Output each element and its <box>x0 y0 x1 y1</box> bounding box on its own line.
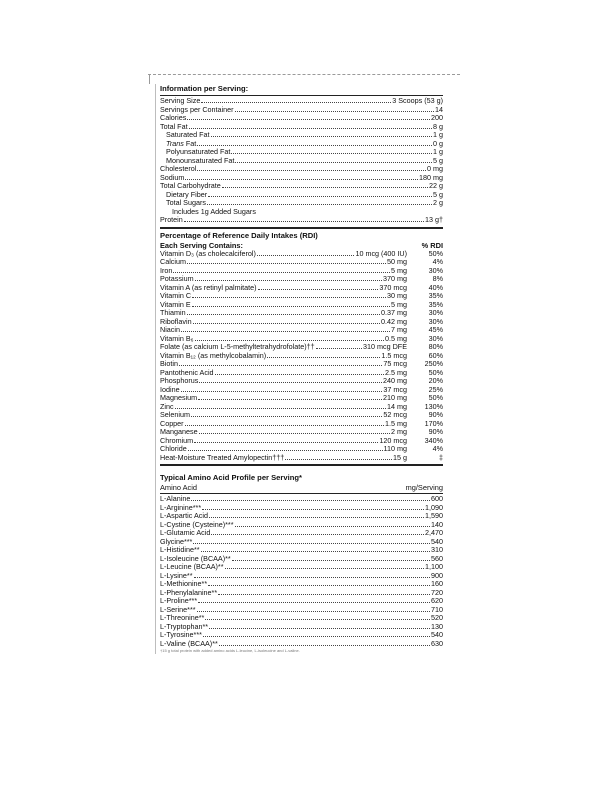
info-row <box>160 131 443 140</box>
rdi-col-left: Each Serving Contains: <box>160 240 243 250</box>
rdi-amount: 110 mg <box>383 444 407 453</box>
dot-leader <box>208 196 432 197</box>
rdi-name: Vitamin D₃ (as cholecalciferol) <box>160 248 256 258</box>
amino-amount: 140 <box>431 519 443 529</box>
dot-leader <box>201 102 391 103</box>
dot-leader <box>187 263 386 264</box>
rdi-amount: 15 g <box>393 452 407 462</box>
dot-leader <box>188 450 383 451</box>
info-amount: 8 g <box>433 121 443 131</box>
amino-row <box>160 563 443 572</box>
dot-leader <box>191 416 382 417</box>
amino-row <box>160 640 443 649</box>
rdi-amount: 120 mcg <box>379 435 407 445</box>
rdi-name: Vitamin E <box>160 299 191 309</box>
dot-leader <box>195 280 382 281</box>
rdi-percent: 50% <box>428 393 443 402</box>
dot-leader <box>192 297 386 298</box>
rdi-percent: 60% <box>428 350 443 360</box>
rdi-percent: 30% <box>428 316 443 326</box>
dot-leader <box>187 119 430 120</box>
rdi-percent: 130% <box>424 401 443 411</box>
rdi-name: Selenium <box>160 410 190 419</box>
dot-leader <box>203 636 430 637</box>
dot-leader <box>198 602 430 603</box>
info-row <box>160 216 443 225</box>
info-name-suffix: Fat <box>183 138 197 148</box>
amino-amount: 720 <box>431 587 443 597</box>
amino-row <box>160 589 443 598</box>
dot-leader <box>207 204 432 205</box>
info-name-text: Servings per Container <box>160 104 234 114</box>
info-amount: 5 g <box>433 189 443 199</box>
rdi-amount: 30 mg <box>387 291 407 300</box>
info-amount: 1 g <box>433 147 443 156</box>
dot-leader <box>181 391 383 392</box>
info-name-text: Calories <box>160 113 187 122</box>
dot-leader <box>199 433 390 434</box>
rdi-percent: 45% <box>428 325 443 334</box>
amino-amount: 900 <box>431 570 443 580</box>
amino-row <box>160 495 443 504</box>
info-amount: 14 <box>435 104 443 114</box>
rdi-name: Zinc <box>160 401 174 411</box>
dot-leader <box>211 136 432 137</box>
info-name <box>160 216 183 225</box>
amino-row <box>160 623 443 632</box>
dot-leader <box>316 348 362 349</box>
rdi-percent: 25% <box>428 384 443 394</box>
info-name-text: Cholesterol <box>160 164 197 173</box>
amino-name: L-Aspartic Acid <box>160 511 208 520</box>
amino-amount: 600 <box>431 494 443 503</box>
dot-leader <box>191 500 430 501</box>
amino-column-header <box>160 483 443 492</box>
rdi-name: Calcium <box>160 257 186 266</box>
amino-amount: 1,100 <box>425 562 443 571</box>
amino-name: L-Phenylalanine** <box>160 587 218 597</box>
amino-amount: 540 <box>431 536 443 546</box>
rdi-amount: 75 mcg <box>383 359 407 368</box>
amino-name: L-Cystine (Cysteine)*** <box>160 519 234 529</box>
info-amount: 200 <box>431 113 443 122</box>
rdi-amount: 5 mg <box>391 299 407 309</box>
info-amount: 2 g <box>433 198 443 207</box>
amino-name: L-Alanine <box>160 494 191 503</box>
amino-name: Glycine*** <box>160 536 193 546</box>
rdi-name: Vitamin B₆ <box>160 333 194 343</box>
dot-leader <box>192 306 390 307</box>
dot-leader <box>211 534 424 535</box>
amino-name: L-Leucine (BCAA)** <box>160 562 224 571</box>
dot-leader <box>179 365 382 366</box>
dot-leader <box>232 560 430 561</box>
rdi-name: Copper <box>160 418 184 428</box>
amino-name: L-Methionine** <box>160 579 208 588</box>
dot-leader <box>208 585 430 586</box>
info-name-text: Saturated Fat <box>166 130 210 139</box>
divider <box>160 493 443 494</box>
info-amount: 1 g <box>433 130 443 139</box>
amino-amount: 630 <box>431 638 443 648</box>
dot-leader <box>194 442 378 443</box>
info-row <box>160 106 443 115</box>
info-row <box>160 157 443 166</box>
info-row <box>160 165 443 174</box>
rdi-percent: 30% <box>428 265 443 275</box>
dot-leader <box>199 382 382 383</box>
supplement-facts-panel <box>155 84 443 654</box>
rdi-table <box>160 250 443 463</box>
rdi-name: Riboflavin <box>160 316 192 326</box>
amino-amount: 130 <box>431 621 443 631</box>
info-amount: 3 Scoops (53 g) <box>392 96 443 105</box>
amino-amount: 540 <box>431 630 443 639</box>
rdi-name: Vitamin C <box>160 291 192 300</box>
info-name-text: Total Fat <box>160 121 188 131</box>
rdi-amount: 370 mcg <box>379 282 407 292</box>
amino-col-left: Amino Acid <box>160 483 197 492</box>
rdi-name: Chloride <box>160 444 187 453</box>
rdi-amount: 210 mg <box>383 393 407 402</box>
dot-leader <box>175 408 386 409</box>
amino-amount: 1,590 <box>425 511 443 520</box>
rdi-name: Chromium <box>160 435 194 445</box>
dot-leader <box>181 331 390 332</box>
dot-leader <box>197 170 426 171</box>
amino-name: L-Isoleucine (BCAA)** <box>160 553 231 563</box>
info-amount: 180 mg <box>419 172 443 182</box>
dot-leader <box>222 187 428 188</box>
dot-leader <box>209 628 430 629</box>
rdi-title: Percentage of Reference Daily Intakes (RDI) <box>160 230 318 240</box>
rdi-percent: 250% <box>424 359 443 368</box>
rdi-percent: ‡ <box>439 452 443 462</box>
footnote: †15 g total protein with added amino acids L-leucine, L-isoleucine and L-valine. <box>160 648 300 653</box>
info-title: Information per Serving: <box>160 84 249 93</box>
rdi-row <box>160 454 443 463</box>
rdi-percent: 50% <box>428 248 443 258</box>
info-row <box>160 114 443 123</box>
amino-name: L-Threonine** <box>160 613 205 622</box>
dot-leader <box>258 289 379 290</box>
dot-leader <box>185 425 384 426</box>
rdi-amount: 5 mg <box>391 265 407 275</box>
rdi-name: Magnesium <box>160 393 198 402</box>
rdi-amount: 1.5 mg <box>385 418 407 428</box>
dot-leader <box>215 374 384 375</box>
rdi-percent: 50% <box>428 367 443 377</box>
amino-row <box>160 529 443 538</box>
amino-amount: 710 <box>431 604 443 614</box>
rdi-name: Thiamin <box>160 308 186 317</box>
rdi-amount: 0.42 mg <box>381 316 407 326</box>
amino-title: Typical Amino Acid Profile per Serving* <box>160 473 302 482</box>
rdi-amount: 1.5 mcg <box>381 350 407 360</box>
rdi-percent: 80% <box>428 342 443 351</box>
rdi-amount: 50 mg <box>387 257 407 266</box>
amino-row <box>160 597 443 606</box>
dot-leader <box>194 577 431 578</box>
amino-col-right: mg/Serving <box>405 483 443 492</box>
amino-amount: 560 <box>431 553 443 563</box>
rdi-amount: 2.5 mg <box>385 367 407 377</box>
rdi-name: Biotin <box>160 359 178 368</box>
rdi-name: Folate (as calcium L-5-methyltetrahydrofolate)†† <box>160 342 315 351</box>
amino-name: L-Glutamic Acid <box>160 528 211 537</box>
dot-leader <box>195 340 384 341</box>
rdi-percent: 30% <box>428 308 443 317</box>
rdi-percent: 4% <box>432 257 443 266</box>
info-table <box>160 97 443 225</box>
info-amount: 0 g <box>433 138 443 148</box>
info-amount: 5 g <box>433 155 443 165</box>
info-name-text: Polyunsaturated Fat <box>166 147 231 156</box>
rdi-name: Phosphorus <box>160 376 199 385</box>
dot-leader <box>197 145 432 146</box>
dot-leader <box>257 255 355 256</box>
amino-row <box>160 538 443 547</box>
dot-leader <box>193 543 430 544</box>
rdi-percent: 30% <box>428 333 443 343</box>
info-name-text: Trans <box>166 138 184 148</box>
dot-leader <box>209 517 424 518</box>
dot-leader <box>184 221 424 222</box>
info-name-text: Serving Size <box>160 96 201 105</box>
dot-leader <box>231 153 432 154</box>
rdi-amount: 370 mg <box>383 274 407 283</box>
rdi-name: Potassium <box>160 274 194 283</box>
dot-leader <box>187 314 380 315</box>
divider <box>160 227 443 229</box>
amino-table <box>160 495 443 648</box>
amino-amount: 310 <box>431 545 443 554</box>
rdi-amount: 310 mcg DFE <box>363 342 407 351</box>
amino-amount: 2,470 <box>425 528 443 537</box>
dot-leader <box>202 509 424 510</box>
dot-leader <box>218 594 430 595</box>
amino-amount: 520 <box>431 613 443 622</box>
rdi-percent: 35% <box>428 299 443 309</box>
rdi-percent: 35% <box>428 291 443 300</box>
dot-leader <box>225 568 424 569</box>
rdi-percent: 90% <box>428 427 443 436</box>
rdi-name: Iron <box>160 265 173 275</box>
dot-leader <box>219 645 430 646</box>
amino-name: L-Tryptophan** <box>160 621 209 631</box>
rdi-percent: 8% <box>432 274 443 283</box>
dot-leader <box>185 179 418 180</box>
info-amount: 22 g <box>429 181 443 190</box>
info-name-text: Dietary Fiber <box>166 189 208 199</box>
info-amount: 0 mg <box>427 164 443 173</box>
dot-leader <box>285 459 392 460</box>
info-amount: 13 g† <box>425 215 443 224</box>
amino-amount: 1,090 <box>425 502 443 512</box>
dot-leader <box>173 272 390 273</box>
rdi-amount: 0.37 mg <box>381 308 407 317</box>
amino-name: L-Tyrosine*** <box>160 630 202 639</box>
rdi-amount: 37 mcg <box>383 384 407 394</box>
dot-leader <box>205 619 430 620</box>
amino-name: L-Proline*** <box>160 596 198 605</box>
dot-leader <box>189 128 432 129</box>
dot-leader <box>235 526 431 527</box>
dot-leader <box>201 551 430 552</box>
info-name-text: Total Carbohydrate <box>160 181 221 190</box>
rdi-amount: 52 mcg <box>383 410 407 419</box>
dot-leader <box>198 399 382 400</box>
info-name-text: Total Sugars <box>166 198 206 207</box>
rdi-name: Manganese <box>160 427 198 436</box>
rdi-percent: 170% <box>424 418 443 428</box>
amino-name: L-Valine (BCAA)** <box>160 638 218 648</box>
rdi-name: Heat-Moisture Treated Amylopectin††† <box>160 452 285 462</box>
rdi-amount: 7 mg <box>391 325 407 334</box>
top-divider <box>148 74 460 75</box>
info-name-text: Monounsaturated Fat <box>166 155 235 165</box>
dot-leader <box>235 111 434 112</box>
amino-name: L-Histidine** <box>160 545 200 554</box>
rdi-amount: 240 mg <box>383 376 407 385</box>
dot-leader <box>267 357 380 358</box>
rdi-name: Niacin <box>160 325 180 334</box>
info-name-text: Sodium <box>160 172 185 182</box>
rdi-percent: 40% <box>428 282 443 292</box>
corner-tick <box>149 74 150 84</box>
amino-name: L-Serine*** <box>160 604 196 614</box>
rdi-col-right: % RDI <box>421 240 443 250</box>
rdi-name: Vitamin B₁₂ (as methylcobalamin) <box>160 350 267 360</box>
rdi-percent: 4% <box>432 444 443 453</box>
rdi-name: Vitamin A (as retinyl palmitate) <box>160 282 257 292</box>
rdi-amount: 10 mcg (400 IU) <box>355 248 407 258</box>
divider <box>160 464 443 466</box>
amino-name: L-Lysine** <box>160 570 193 580</box>
dot-leader <box>235 162 432 163</box>
amino-amount: 160 <box>431 579 443 588</box>
amino-amount: 620 <box>431 596 443 605</box>
rdi-percent: 20% <box>428 376 443 385</box>
rdi-name: Iodine <box>160 384 180 394</box>
rdi-name: Pantothenic Acid <box>160 367 214 377</box>
rdi-percent: 90% <box>428 410 443 419</box>
dot-leader <box>193 323 380 324</box>
rdi-amount: 0.5 mg <box>385 333 407 343</box>
rdi-amount: 2 mg <box>391 427 407 436</box>
info-name-text: Protein <box>160 215 183 224</box>
amino-name: L-Arginine*** <box>160 502 202 512</box>
rdi-percent: 340% <box>424 435 443 445</box>
info-row: Includes 1g Added Sugars <box>172 206 256 216</box>
dot-leader <box>197 611 430 612</box>
rdi-amount: 14 mg <box>387 401 407 411</box>
